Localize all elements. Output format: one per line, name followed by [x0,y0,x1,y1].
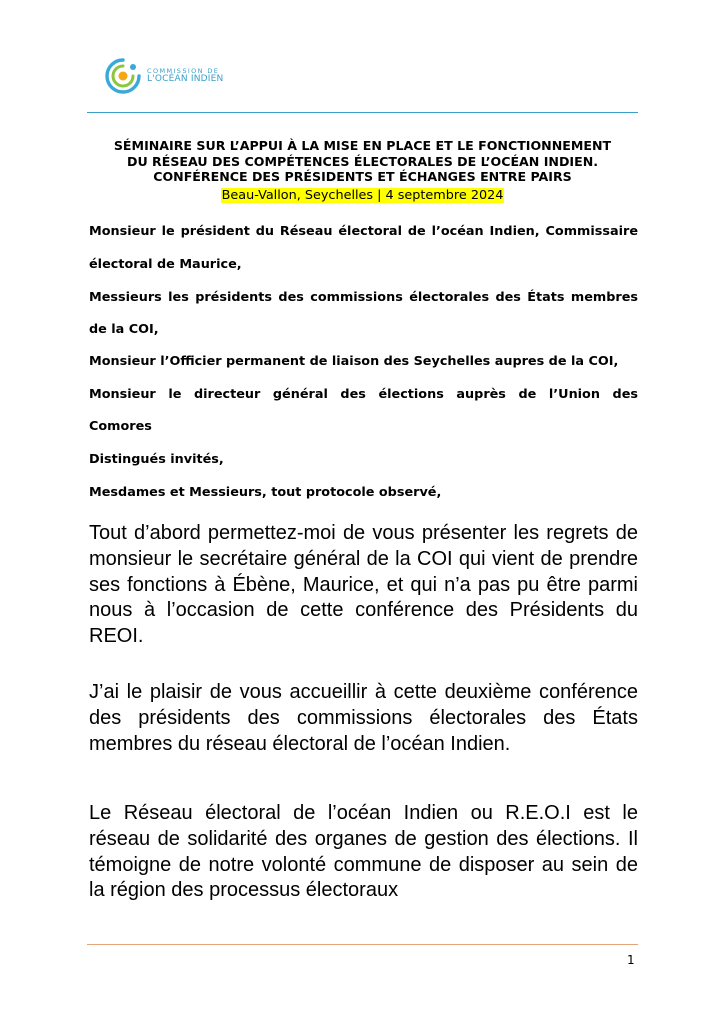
salutation-line: de la COI, [89,322,159,337]
title-line: DU RÉSEAU DES COMPÉTENCES ÉLECTORALES DE L’OCÉAN INDIEN. [126,153,599,169]
salutation-line: Messieurs les présidents des commissions électorales des États membres [89,290,638,305]
header-divider [87,112,638,113]
salutation-line: électoral de Maurice, [89,257,242,272]
body-paragraph: Tout d’abord permettez-moi de vous présenter les regrets de monsieur le secrétaire général de la COI qui vient de prendre ses fonctions à Ébène, Maurice, et qui n’a pas pu être parmi nous à l’occasion de cette conférence des Présidents du REOI. [89,522,638,648]
salutation-line: Monsieur le directeur général des élections auprès de l’Union des [89,387,638,402]
salutation-line: Distingués invités, [89,452,224,467]
document-title [87,138,638,185]
page-number: 1 [627,953,635,967]
salutation-line: Monsieur le président du Réseau électoral de l’océan Indien, Commissaire [89,224,638,239]
body-paragraph: J’ai le plaisir de vous accueillir à cette deuxième conférence des présidents des commissions électorales des États membres du réseau électoral de l’océan Indien. [89,681,638,755]
salutation-line: Comores [89,419,152,434]
salutation-line: Monsieur l’Officier permanent de liaison des Seychelles aupres de la COI, [89,354,619,369]
body-paragraph: Le Réseau électoral de l’océan Indien ou R.E.O.I est le réseau de solidarité des organes de gestion des élections. Il témoigne de notre volonté commune de disposer au sein de la région des processus électoraux [89,802,638,902]
title-line: SÉMINAIRE SUR L’APPUI À LA MISE EN PLACE ET LE FONCTIONNEMENT [113,138,612,153]
salutation-line: Mesdames et Messieurs, tout protocole observé, [89,485,442,500]
logo-line-2: L'OCÉAN INDIEN [147,73,224,84]
highlighted-location-date: Beau-Vallon, Seychelles | 4 septembre 2024 [221,188,504,203]
title-line: CONFÉRENCE DES PRÉSIDENTS ET ÉCHANGES ENTRE PAIRS [153,169,572,185]
logo-line-1: COMMISSION DE [147,66,220,75]
organization-logo [103,56,243,96]
coi-logo-icon [103,56,143,96]
location-date [87,188,638,204]
footer-divider [87,944,638,945]
